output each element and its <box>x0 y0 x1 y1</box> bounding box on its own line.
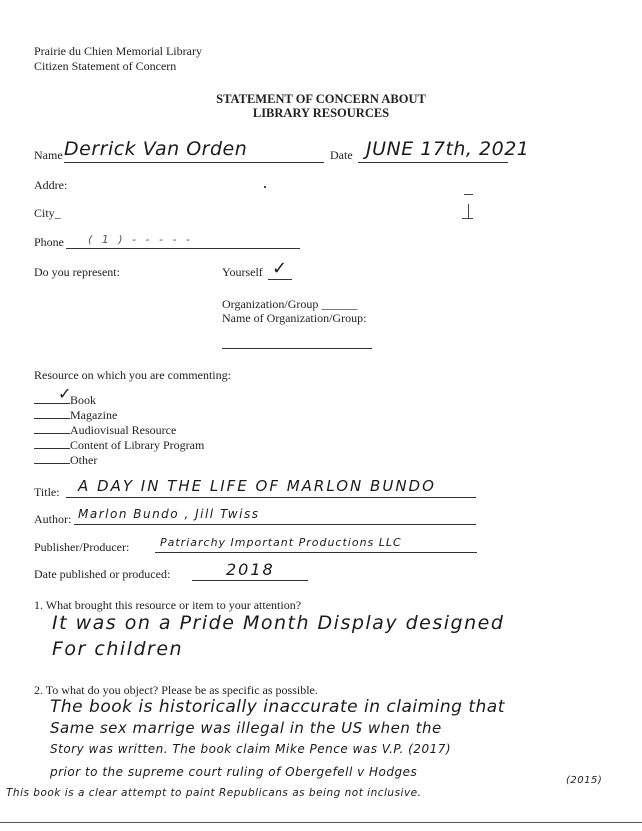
scan-mark <box>468 204 469 218</box>
option-magazine: Magazine <box>70 408 118 422</box>
page-bottom-line <box>0 822 642 823</box>
answer-1-line-1: It was on a Pride Month Display designed <box>52 612 505 634</box>
option-line <box>34 433 70 434</box>
title-underline <box>66 497 476 498</box>
answer-2-line-4: prior to the supreme court ruling of Obergefell v Hodges <box>50 765 418 779</box>
author-underline <box>74 524 476 525</box>
phone-underline <box>66 248 300 249</box>
option-line <box>34 418 70 419</box>
answer-2-line-5: This book is a clear attempt to paint Republicans as being not inclusive. <box>6 787 422 799</box>
option-line <box>34 403 70 404</box>
date-underline <box>358 162 508 163</box>
title-value: A DAY IN THE LIFE OF MARLON BUNDO <box>78 477 436 495</box>
author-value: Marlon Bundo , Jill Twiss <box>78 507 260 521</box>
scan-speck <box>264 186 266 188</box>
date-published-label: Date published or produced: <box>34 567 171 581</box>
phone-value: ( 1 ) - - - - - <box>88 233 193 246</box>
author-label: Author: <box>34 512 72 526</box>
publisher-label: Publisher/Producer: <box>34 540 130 554</box>
scan-mark <box>464 194 473 195</box>
book-check-icon: ✓ <box>58 384 72 403</box>
org-label: Organization/Group ______ <box>222 297 358 311</box>
name-label: Name <box>34 148 63 162</box>
answer-2-line-3: Story was written. The book claim Mike Pence was V.P. (2017) <box>50 742 452 756</box>
represent-label: Do you represent: <box>34 265 120 279</box>
city-label: City_ <box>34 206 61 220</box>
title-label: Title: <box>34 485 60 499</box>
date-published-underline <box>192 580 308 581</box>
question-1: 1. What brought this resource or item to your attention? <box>34 598 302 612</box>
address-label: Addre: <box>34 178 68 192</box>
publisher-value: Patriarchy Important Productions LLC <box>160 536 402 549</box>
page-title-line2: LIBRARY RESOURCES <box>252 106 390 120</box>
option-program: Content of Library Program <box>70 438 205 452</box>
option-other: Other <box>70 453 98 467</box>
yourself-label: Yourself <box>222 265 263 279</box>
date-label: Date <box>330 148 353 162</box>
answer-2-line-2: Same sex marrige was illegal in the US when the <box>50 719 442 737</box>
phone-label: Phone <box>34 235 64 249</box>
option-audiovisual: Audiovisual Resource <box>70 423 177 437</box>
answer-2-year-note: (2015) <box>566 775 603 786</box>
form-name: Citizen Statement of Concern <box>34 59 177 73</box>
publisher-underline <box>155 552 477 553</box>
scan-mark <box>462 218 473 219</box>
name-value: Derrick Van Orden <box>64 138 248 160</box>
question-2: 2. To what do you object? Please be as specific as possible. <box>34 683 318 697</box>
name-underline <box>64 162 324 163</box>
page-title-line1: STATEMENT OF CONCERN ABOUT <box>216 92 426 106</box>
option-book: Book <box>70 393 97 407</box>
option-line <box>34 463 70 464</box>
date-published-value: 2018 <box>226 560 275 579</box>
date-value: JUNE 17th, 2021 <box>366 138 530 160</box>
yourself-check-icon: ✓ <box>272 258 288 279</box>
library-name: Prairie du Chien Memorial Library <box>34 44 202 58</box>
answer-1-line-2: For children <box>52 638 184 660</box>
option-line <box>34 448 70 449</box>
answer-2-line-1: The book is historically inaccurate in claiming that <box>50 697 505 717</box>
org-name-label: Name of Organization/Group: <box>222 311 367 325</box>
resource-prompt: Resource on which you are commenting: <box>34 368 231 382</box>
org-name-underline <box>222 348 372 349</box>
yourself-underline <box>268 279 292 280</box>
